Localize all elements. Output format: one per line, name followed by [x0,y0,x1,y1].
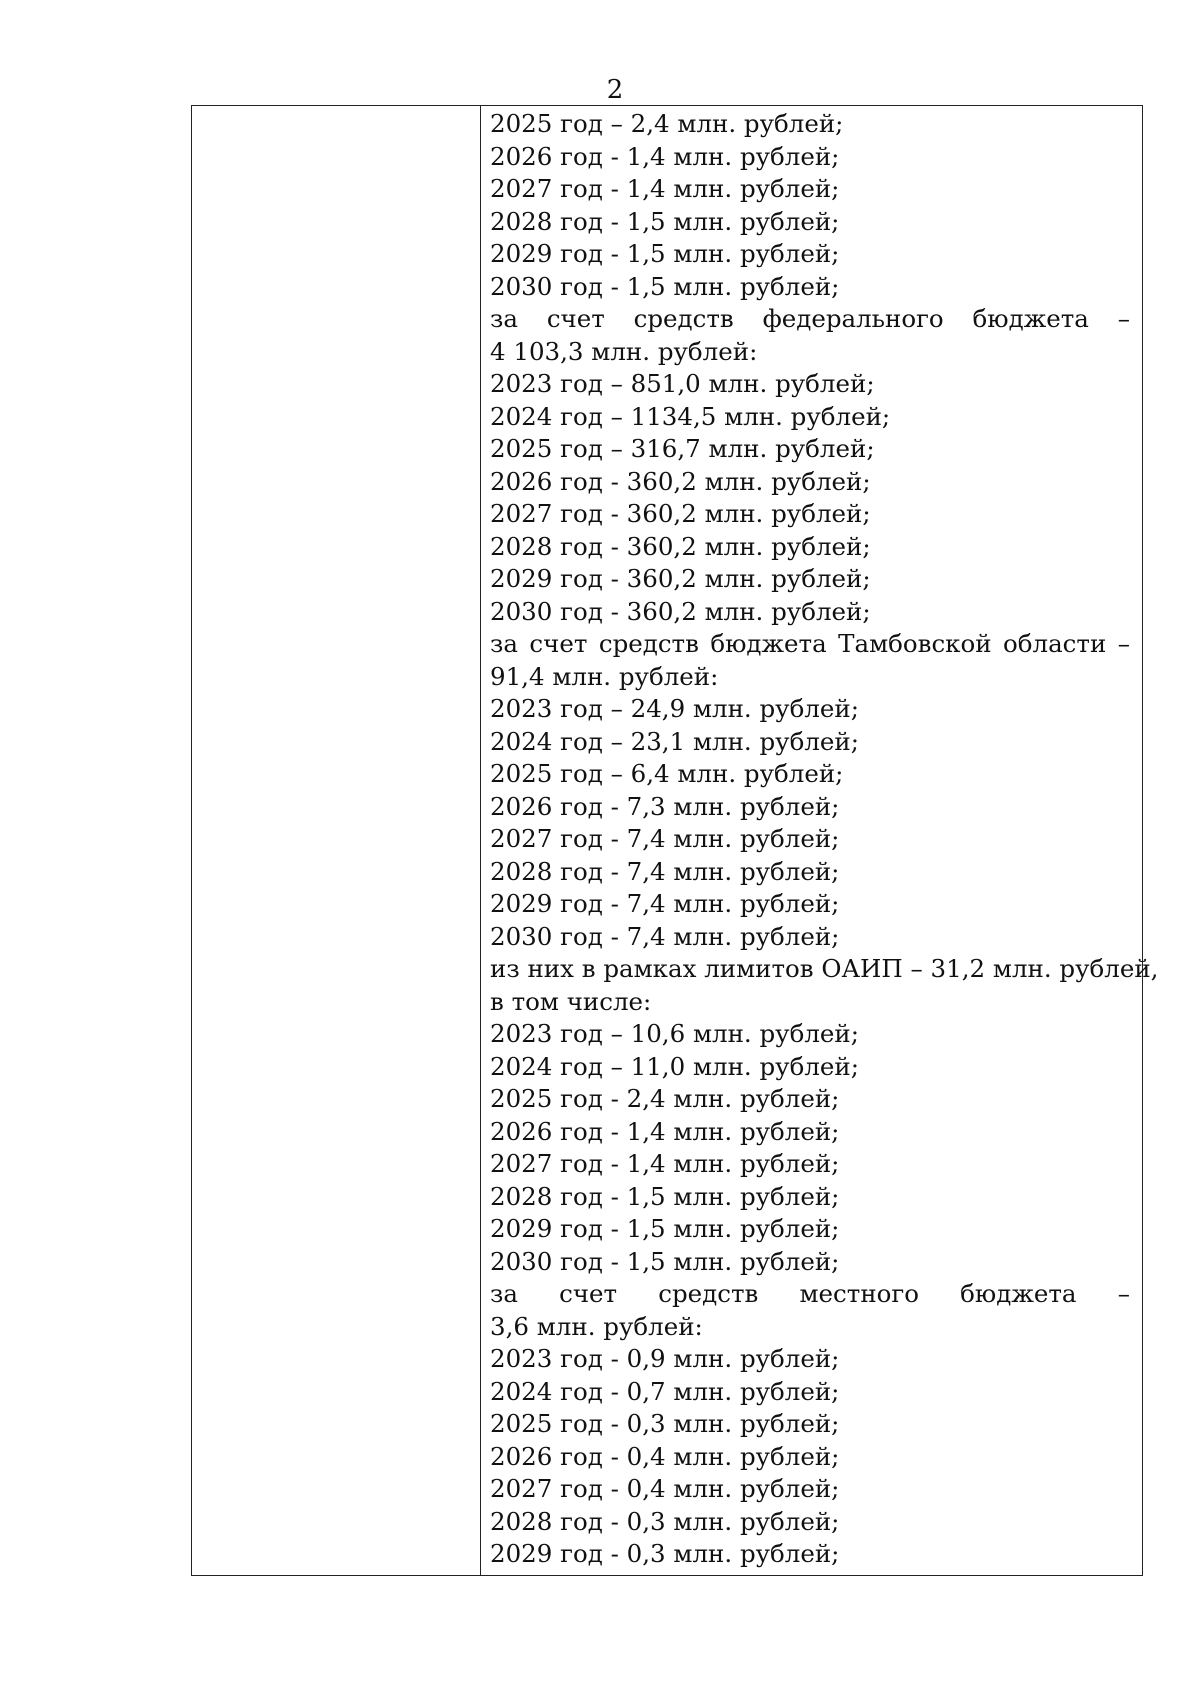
text-line: 2030 год - 360,2 млн. рублей; [490,596,871,626]
text-line-justified [490,1278,1130,1311]
text-line: 2030 год - 1,5 млн. рублей; [490,271,840,301]
word: средств [598,629,699,658]
table-frame [191,105,1159,1576]
table-left-cell [192,106,481,1575]
text-line: 2023 год – 24,9 млн. рублей; [490,694,859,723]
word: средств [658,1279,759,1308]
text-line: 2026 год - 7,3 млн. рублей; [490,791,840,821]
text-line: 2023 год – 851,0 млн. рублей; [490,369,875,398]
text-line: 3,6 млн. рублей: [490,1311,703,1341]
text-line-justified [490,628,1130,661]
word: за [490,629,518,658]
text-line: 2025 год – 6,4 млн. рублей; [490,759,844,788]
text-line: 2026 год - 0,4 млн. рублей; [490,1441,840,1471]
text-line: 2026 год - 1,4 млн. рублей; [490,141,840,171]
word: области [1003,629,1107,658]
word: федерального [762,304,944,333]
table-right-cell [490,108,1159,1571]
text-line: в том числе: [490,986,652,1016]
word: за [490,1279,518,1308]
text-line-justified [490,303,1130,336]
text-line: 2028 год - 1,5 млн. рублей; [490,206,840,236]
text-line: 2030 год - 7,4 млн. рублей; [490,921,840,951]
word: за [490,304,518,333]
word: бюджета [960,1279,1077,1308]
text-line: 2027 год - 1,4 млн. рублей; [490,174,840,203]
text-line: 2026 год - 1,4 млн. рублей; [490,1116,840,1146]
text-line: 2027 год - 0,4 млн. рублей; [490,1474,840,1503]
word: счет [546,304,605,333]
text-line: из них в рамках лимитов ОАИП – 31,2 млн. рублей, [490,954,1159,983]
word: бюджета [972,304,1089,333]
word: – [1117,1279,1130,1308]
text-line: 91,4 млн. рублей: [490,661,719,691]
word: местного [799,1279,919,1308]
text-line: 2025 год – 316,7 млн. рублей; [490,434,875,463]
text-line: 2028 год - 0,3 млн. рублей; [490,1506,840,1536]
word: счет [559,1279,618,1308]
text-line: 2029 год - 360,2 млн. рублей; [490,564,871,593]
text-line: 2028 год - 1,5 млн. рублей; [490,1181,840,1211]
text-line: 2023 год - 0,9 млн. рублей; [490,1344,840,1373]
text-line: 2027 год - 7,4 млн. рублей; [490,824,840,853]
page-number: 2 [606,75,624,105]
text-line: 2024 год – 11,0 млн. рублей; [490,1051,859,1081]
text-line: 2025 год – 2,4 млн. рублей; [490,109,844,138]
text-line: 2029 год - 7,4 млн. рублей; [490,889,840,918]
text-line: 2029 год - 1,5 млн. рублей; [490,1214,840,1243]
word: – [1117,629,1130,658]
text-line: 2023 год – 10,6 млн. рублей; [490,1019,859,1048]
word: счет [529,629,588,658]
text-line: 2025 год - 2,4 млн. рублей; [490,1084,840,1113]
text-line: 2029 год - 1,5 млн. рублей; [490,239,840,268]
text-line: 2029 год - 0,3 млн. рублей; [490,1539,840,1568]
word: бюджета [710,629,827,658]
text-line: 4 103,3 млн. рублей: [490,336,758,366]
word: Тамбовской [838,629,992,658]
text-line: 2024 год - 0,7 млн. рублей; [490,1376,840,1406]
text-line: 2025 год - 0,3 млн. рублей; [490,1409,840,1438]
text-line: 2026 год - 360,2 млн. рублей; [490,466,871,496]
text-line: 2028 год - 360,2 млн. рублей; [490,531,871,561]
word: средств [633,304,734,333]
text-line: 2030 год - 1,5 млн. рублей; [490,1246,840,1276]
word: – [1117,304,1130,333]
text-line: 2027 год - 360,2 млн. рублей; [490,499,871,528]
text-line: 2027 год - 1,4 млн. рублей; [490,1149,840,1178]
text-line: 2024 год – 23,1 млн. рублей; [490,726,859,756]
text-line: 2028 год - 7,4 млн. рублей; [490,856,840,886]
text-line: 2024 год – 1134,5 млн. рублей; [490,401,891,431]
